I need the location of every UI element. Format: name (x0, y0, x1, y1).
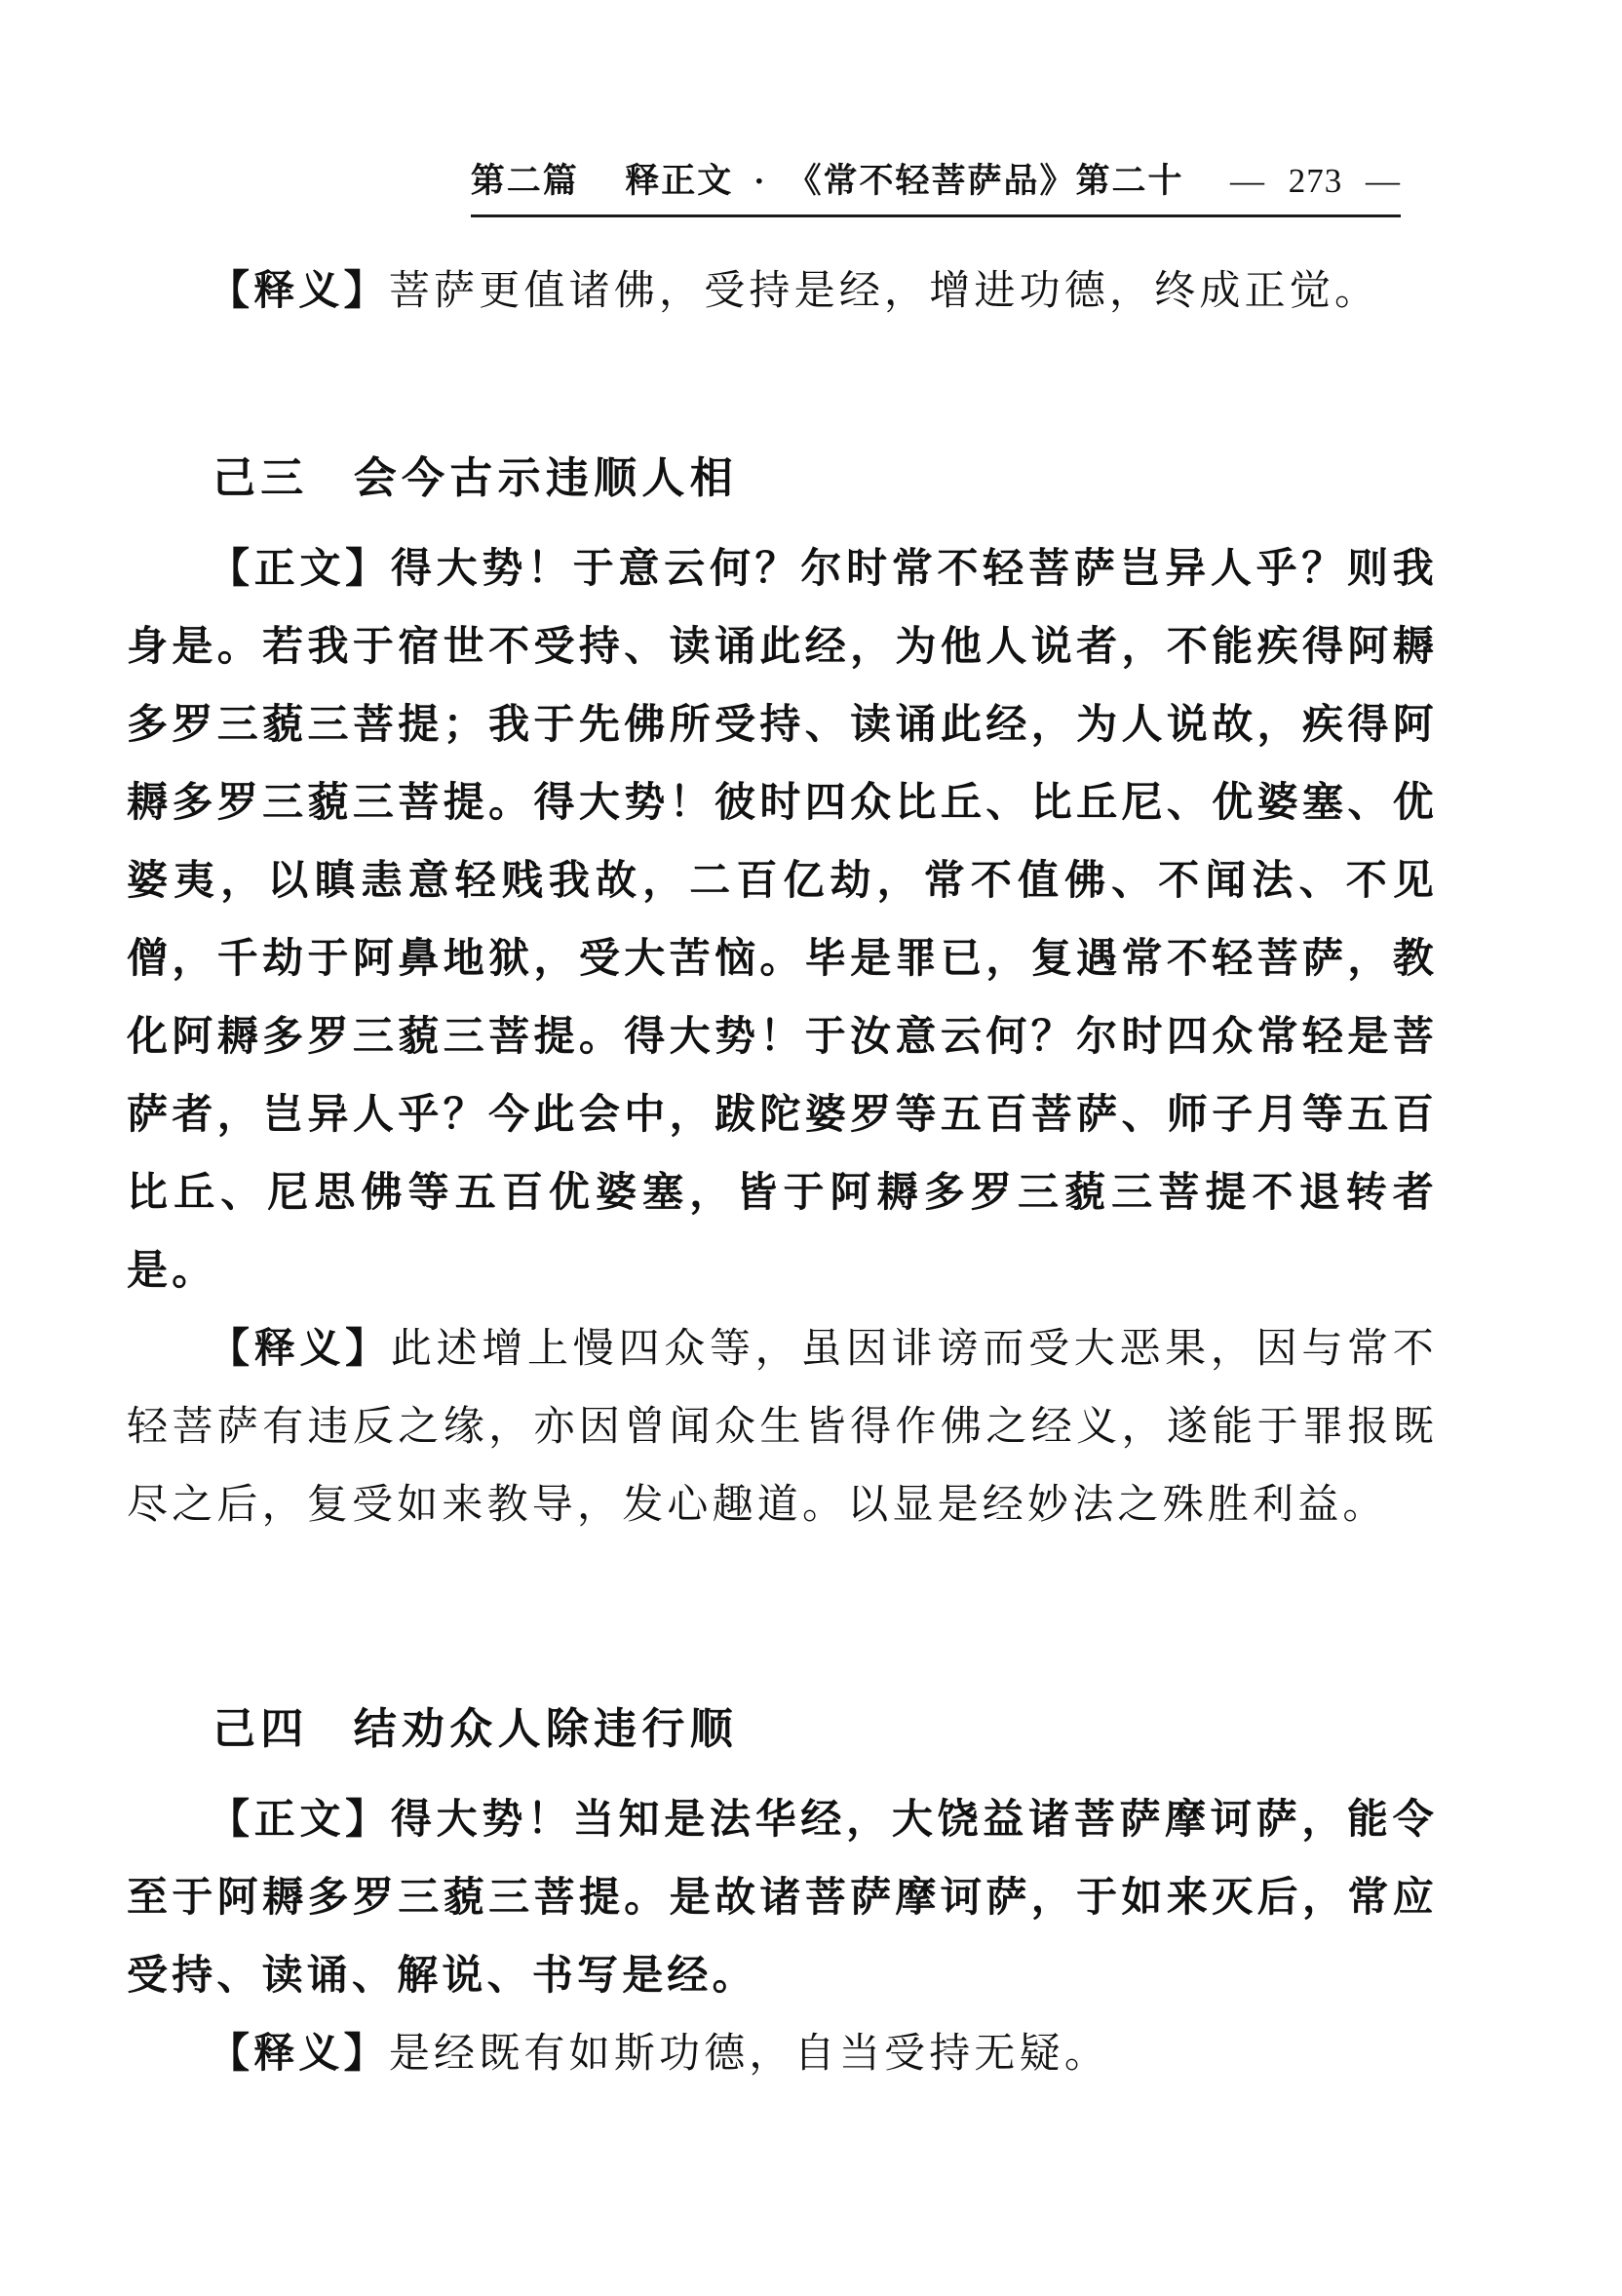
zhengwen-label: 【正文】 (209, 1796, 391, 1842)
shiyi-label: 【释义】 (209, 1325, 391, 1371)
header-chapter-title: 《常不轻菩萨品》第二十 (787, 162, 1184, 200)
zhengwen-text: 得大势！于意云何？尔时常不轻菩萨岂异人乎？则我身是。若我于宿世不受持、读诵此经，为他人说者，不能疾得阿耨多罗三藐三菩提；我于先佛所受持、读诵此经，为人说故，疾得阿耨多罗三藐三菩提。得大势！彼时四众比丘、比丘尼、优婆塞、优婆夷，以瞋恚意轻贱我故，二百亿劫，常不值佛、不闻法、不见僧，千劫于阿鼻地狱，受大苦恼。毕是罪已，复遇常不轻菩萨，教化阿耨多罗三藐三菩提。得大势！于汝意云何？尔时四众常轻是菩萨者，岂异人乎？今此会中，跋陀婆罗等五百菩萨、师子月等五百比丘、尼思佛等五百优婆塞，皆于阿耨多罗三藐三菩提不退转者是。 (127, 545, 1438, 1293)
paragraph-zhengwen-1 (127, 529, 1438, 1309)
section-heading-jisi (127, 1691, 1438, 1769)
header-part: 第二篇 (470, 162, 579, 200)
header-separator-dot: · (753, 162, 767, 200)
heading-number: 己四 (212, 1705, 309, 1753)
paragraph-shiyi-commentary (127, 1309, 1438, 1544)
shiyi-label: 【释义】 (209, 2030, 389, 2076)
zhengwen-text: 得大势！当知是法华经，大饶益诸菩萨摩诃萨，能令至于阿耨多罗三藐三菩提。是故诸菩萨摩诃萨，于如来灭后，常应受持、读诵、解说、书写是经。 (127, 1796, 1438, 1998)
paragraph-zhengwen-2 (127, 1780, 1438, 2014)
heading-title: 会今古示违顺人相 (353, 454, 738, 502)
zhengwen-label: 【正文】 (209, 545, 391, 591)
heading-title: 结劝众人除违行顺 (353, 1705, 738, 1753)
running-head (471, 154, 1401, 217)
page-number: — 273 — (1230, 162, 1401, 200)
paragraph-shiyi-closing (127, 2014, 1438, 2093)
header-section: 释正文 (625, 162, 734, 200)
shiyi-text: 是经既有如斯功德，自当受持无疑。 (388, 2032, 1110, 2077)
shiyi-text: 菩萨更值诸佛，受持是经，增进功德，终成正觉。 (388, 269, 1380, 314)
page-content (127, 252, 1438, 2093)
heading-number: 己三 (212, 454, 309, 502)
shiyi-text: 此述增上慢四众等，虽因诽谤而受大恶果，因与常不轻菩萨有违反之缘，亦因曾闻众生皆得作佛之经义，遂能于罪报既尽之后，复受如来教导，发心趣道。以显是经妙法之殊胜利益。 (127, 1327, 1438, 1528)
section-heading-jisan (127, 440, 1438, 518)
shiyi-label: 【释义】 (209, 267, 389, 313)
paragraph-shiyi-intro (127, 252, 1438, 331)
